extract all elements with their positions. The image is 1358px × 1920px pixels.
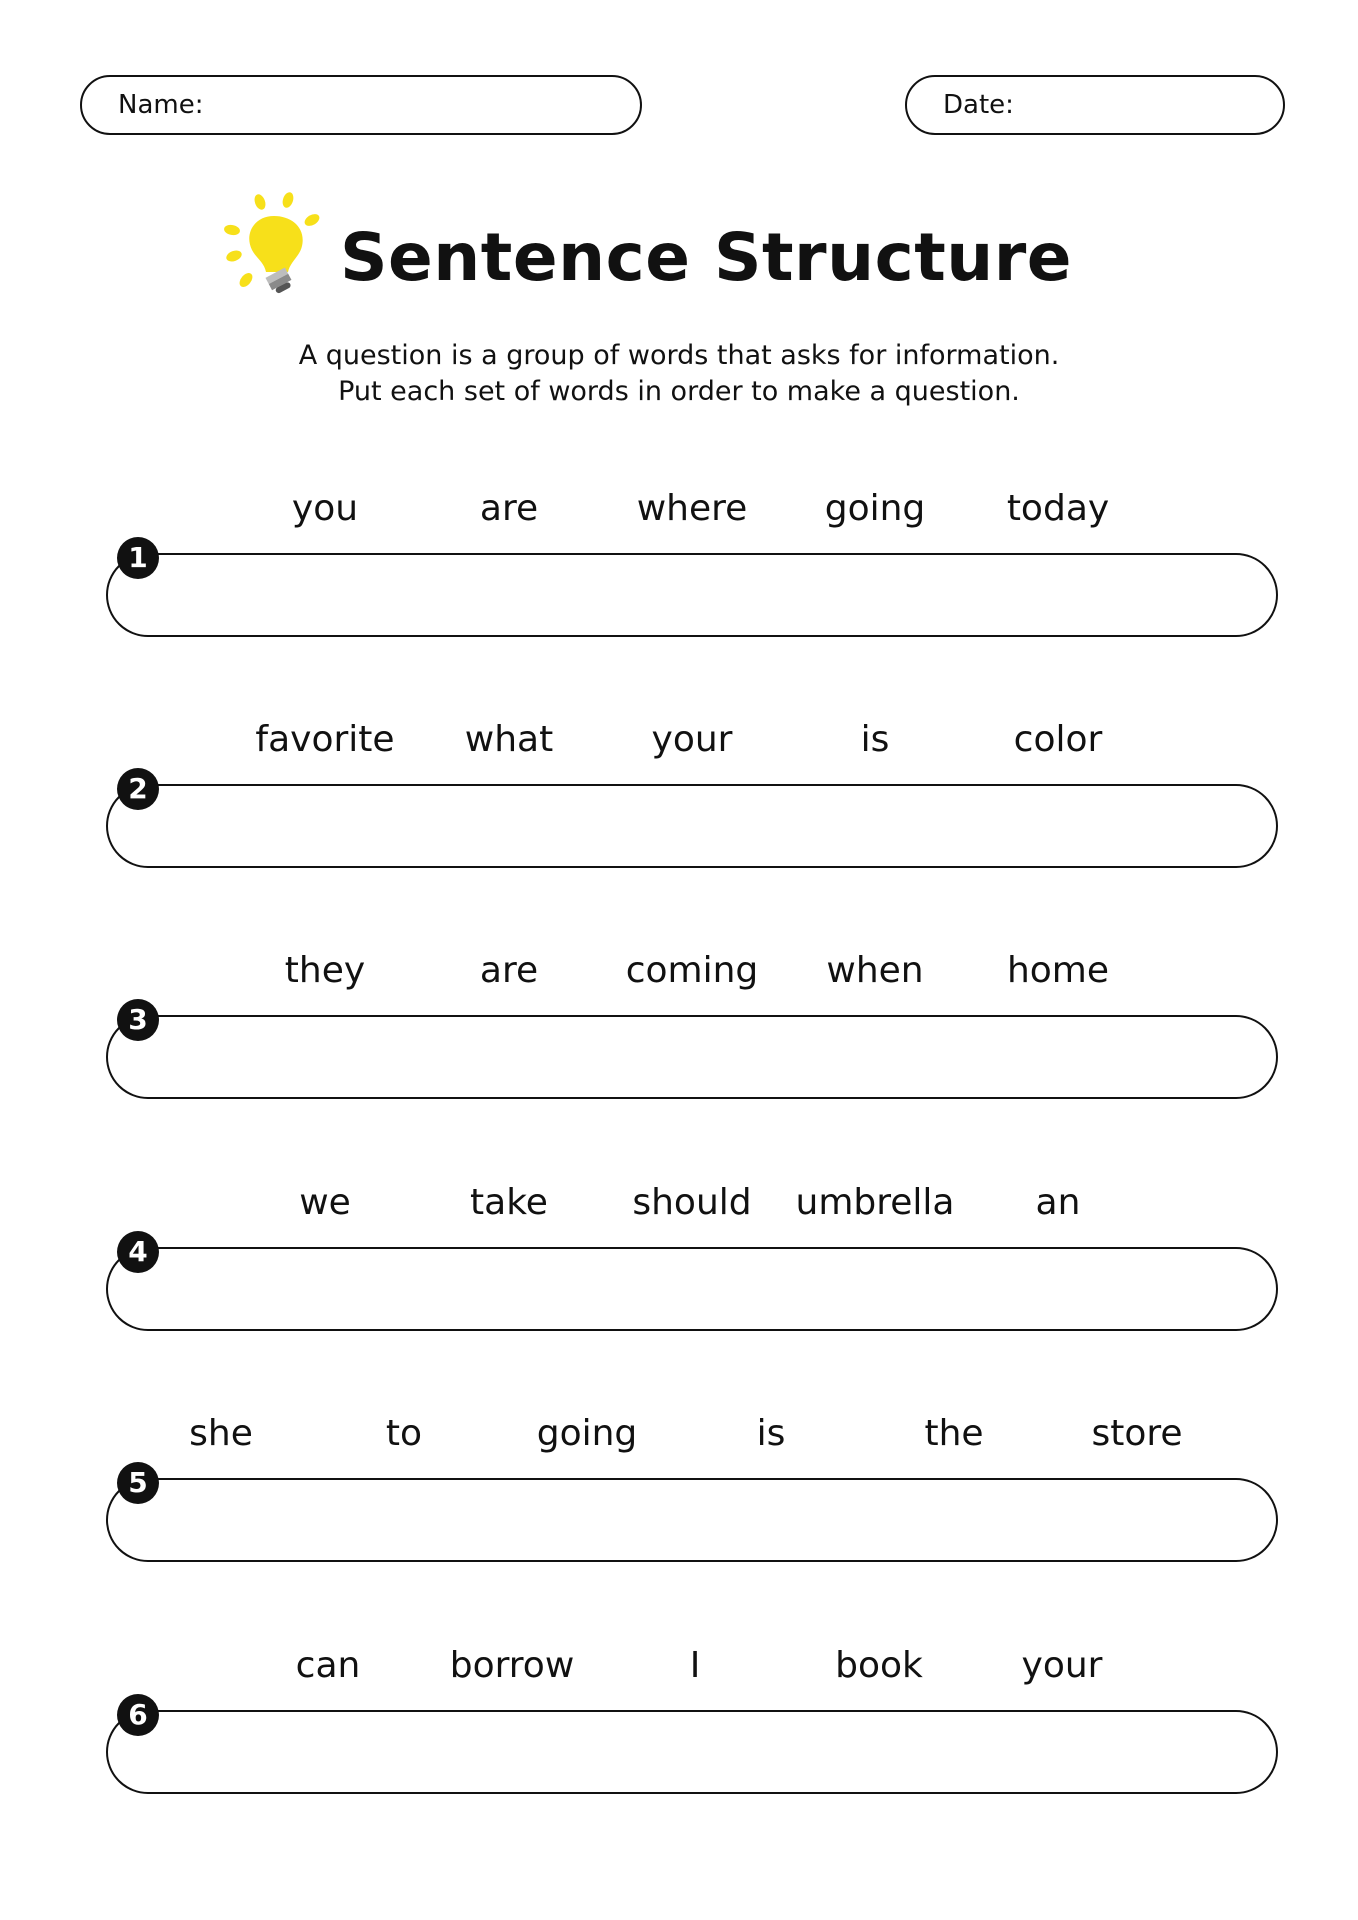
word-tile: is <box>860 719 890 760</box>
word-tile: coming <box>625 950 759 991</box>
word-tile: are <box>479 950 539 991</box>
word-tile: store <box>1091 1413 1183 1454</box>
word-tile: are <box>479 488 539 529</box>
name-label: Name: <box>118 90 204 120</box>
word-tile: you <box>291 488 359 529</box>
page-title: Sentence Structure <box>340 219 1073 296</box>
instruction-line-2: Put each set of words in order to make a question. <box>338 376 1020 407</box>
answer-line-4[interactable] <box>106 1247 1278 1331</box>
question-number-badge: 3 <box>117 999 159 1041</box>
word-tile: umbrella <box>795 1182 955 1223</box>
word-tile: take <box>470 1182 548 1223</box>
question-number-badge: 1 <box>117 537 159 579</box>
word-tile: favorite <box>255 719 395 760</box>
word-tile: they <box>284 950 366 991</box>
word-tile: where <box>636 488 748 529</box>
date-label: Date: <box>943 90 1014 120</box>
word-tile: your <box>1021 1645 1103 1686</box>
question-number-badge: 4 <box>117 1231 159 1273</box>
answer-line-3[interactable] <box>106 1015 1278 1099</box>
word-tile: color <box>1013 719 1103 760</box>
word-tile: the <box>924 1413 984 1454</box>
name-field[interactable] <box>80 75 642 135</box>
instruction-line-1: A question is a group of words that asks for information. <box>298 340 1060 371</box>
word-tile: what <box>464 719 554 760</box>
question-6 <box>0 1645 1358 1823</box>
question-3 <box>0 950 1358 1128</box>
word-tile: home <box>1006 950 1110 991</box>
question-number-badge: 2 <box>117 768 159 810</box>
answer-line-1[interactable] <box>106 553 1278 637</box>
word-tile: going <box>824 488 926 529</box>
word-tile: I <box>689 1645 701 1686</box>
word-tile: going <box>536 1413 638 1454</box>
question-2 <box>0 719 1358 897</box>
question-5 <box>0 1413 1358 1591</box>
word-tile: can <box>295 1645 361 1686</box>
answer-line-5[interactable] <box>106 1478 1278 1562</box>
question-number-badge: 6 <box>117 1694 159 1736</box>
word-tile: she <box>189 1413 253 1454</box>
word-tile: today <box>1006 488 1110 529</box>
answer-line-2[interactable] <box>106 784 1278 868</box>
word-tile: we <box>299 1182 351 1223</box>
word-tile: should <box>632 1182 752 1223</box>
word-tile: is <box>756 1413 786 1454</box>
word-tile: your <box>651 719 733 760</box>
word-tile: borrow <box>449 1645 575 1686</box>
word-tile: when <box>826 950 924 991</box>
word-tile: to <box>385 1413 423 1454</box>
name-input[interactable] <box>211 84 620 126</box>
date-input[interactable] <box>1022 84 1350 126</box>
question-4 <box>0 1182 1358 1360</box>
word-tile: an <box>1035 1182 1081 1223</box>
date-field[interactable] <box>905 75 1285 135</box>
question-1 <box>0 488 1358 666</box>
word-tile: book <box>835 1645 923 1686</box>
lightbulb-icon <box>222 190 327 300</box>
question-number-badge: 5 <box>117 1462 159 1504</box>
answer-line-6[interactable] <box>106 1710 1278 1794</box>
